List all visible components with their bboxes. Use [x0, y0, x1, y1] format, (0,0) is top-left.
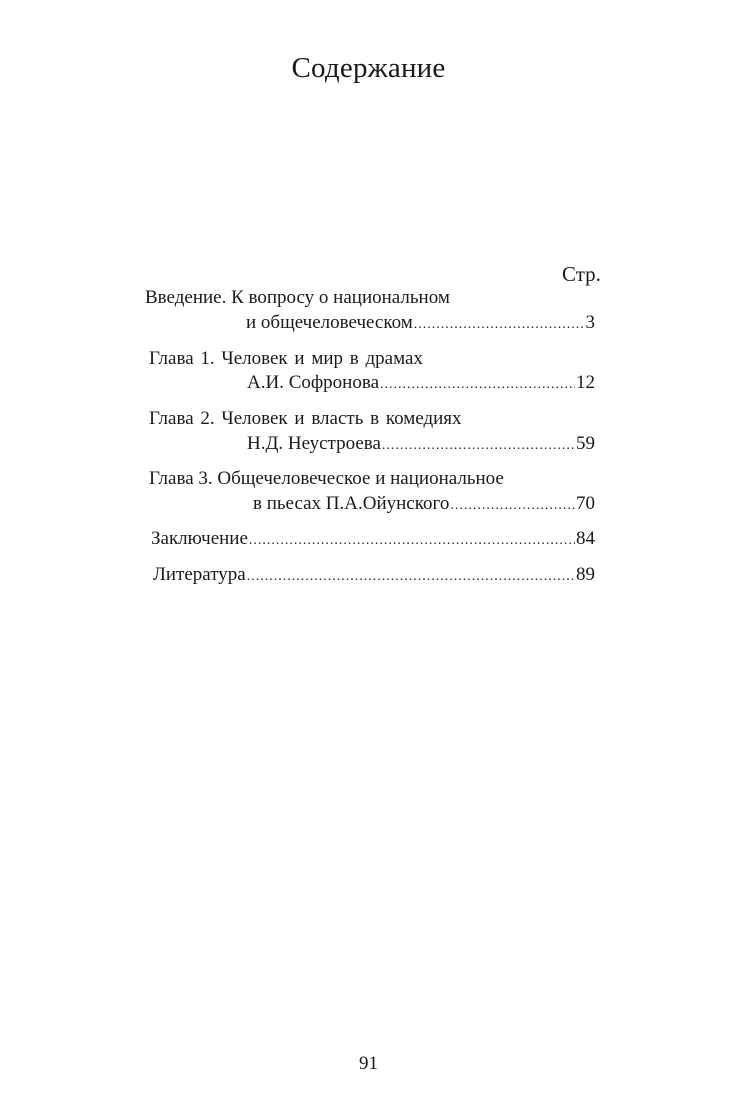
leader-dots: [380, 373, 575, 397]
leader-dots: [247, 565, 575, 589]
toc-entry-literature[interactable]: [153, 563, 595, 589]
toc-entry-label: А.И. Софронова: [247, 372, 379, 393]
toc-entry-chapter1-line2[interactable]: [247, 371, 595, 397]
toc-page-number: 59: [576, 433, 595, 454]
leader-dots: [414, 313, 585, 337]
toc-entry-label: Н.Д. Неустроева: [247, 433, 381, 454]
leader-dots: [249, 529, 575, 553]
toc-entry-label: в пьесах П.А.Ойунского: [253, 493, 450, 514]
toc-page-number: 12: [576, 372, 595, 393]
toc-entry-chapter2-line2[interactable]: [247, 432, 595, 458]
toc-entry-chapter3-line2[interactable]: [253, 492, 595, 518]
toc-entry-intro-line1: Введение. К вопросу о национальном: [145, 287, 450, 308]
toc-entry-intro-line2[interactable]: [246, 311, 595, 337]
leader-dots: [450, 494, 575, 518]
toc-entry-chapter3-line1: Глава 3. Общечеловеческое и национальное: [149, 468, 504, 489]
toc-page-number: 84: [576, 528, 595, 549]
page-number: 91: [359, 1053, 378, 1074]
page-title: Содержание: [291, 52, 446, 84]
toc-entry-label: Литература: [153, 564, 246, 585]
toc-page-number: 70: [576, 493, 595, 514]
toc-page-number: 3: [585, 312, 595, 333]
toc-page-number: 89: [576, 564, 595, 585]
toc-entry-label: и общечеловеческом: [246, 312, 413, 333]
toc-entry-chapter1-line1: Глава 1. Человек и мир в драмах: [149, 348, 423, 369]
leader-dots: [382, 434, 575, 458]
toc-entry-label: Заключение: [151, 528, 248, 549]
page-column-header: Стр.: [562, 262, 601, 286]
toc-entry-conclusion[interactable]: [151, 527, 595, 553]
toc-entry-chapter2-line1: Глава 2. Человек и власть в комедиях: [149, 408, 462, 429]
